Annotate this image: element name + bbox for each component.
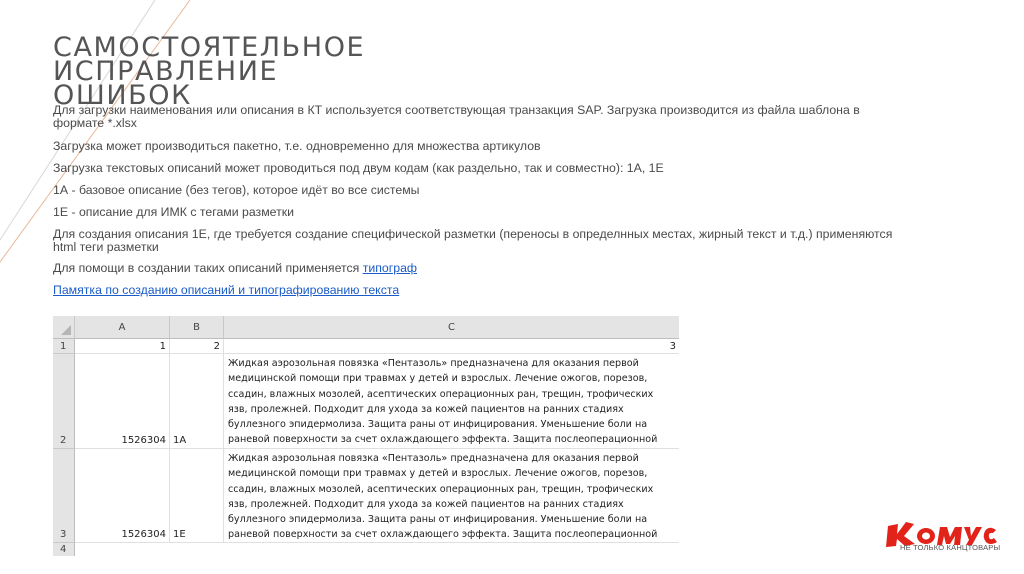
row-number: 4 [53,543,75,556]
paragraph: 1Е - описание для ИМК с тегами разметки [53,205,294,219]
title-line: ИСПРАВЛЕНИЕ [53,56,279,88]
cell-a2: 1526304 [75,354,170,449]
paragraph: Для создания описания 1Е, где требуется создание специфической разметки (переносы в определнных местах, жирный текст и т.д.) применяются html теги разметки [53,227,893,254]
row-number: 1 [53,339,75,354]
paragraph: Загрузка текстовых описаний может проводиться под двум кодам (как раздельно, так и совместно): 1А, 1Е [53,161,664,175]
cell-c2: Жидкая аэрозольная повязка «Пентазоль» предназначена для оказания первой медицинской помощи при травмах у детей и взрослых. Лечение ожогов, порезов, ссадин, влажных мозолей, асептических операционных ран, трещин, трофических язв, пролежней. Подходит для ухода за кожей пациентов на ранних стадиях буллезного эпидермолиза. Защита раны от инфицирования. Уменьшение боли на раневой поверхности за счет охлаждающего эффекта. Защита послеоперационной [224,354,679,449]
cell-b1: 2 [170,339,224,354]
help-paragraph [53,262,913,275]
row-number: 2 [53,354,75,449]
column-header-c: C [224,316,679,339]
title-line: ОШИБОК [53,80,192,112]
cell-b3: 1E [170,449,224,543]
select-all-corner [53,316,75,339]
column-header-a: A [75,316,170,339]
page-title [53,32,473,112]
help-text: Для помощи в создании таких описаний применяется [53,261,363,275]
paragraph: Для загрузки наименования или описания в КТ используется соответствующая транзакция SAP. Загрузка производится из файла шаблона в формате *.xlsx [53,103,860,130]
cell-b2: 1A [170,354,224,449]
logo-tagline: НЕ ТОЛЬКО КАНЦТОВАРЫ [900,543,1001,552]
memo-link[interactable]: Памятка по созданию описаний и типографированию текста [53,283,400,297]
column-header-b: B [170,316,224,339]
typograph-link[interactable]: типограф [362,261,418,275]
row-number: 3 [53,449,75,543]
title-line: САМОСТОЯТЕЛЬНОЕ [53,32,366,64]
cell-a1: 1 [75,339,170,354]
paragraph: 1А - базовое описание (без тегов), которое идёт во все системы [53,183,420,197]
paragraph: Загрузка может производиться пакетно, т.е. одновременно для множества артикулов [53,139,541,153]
spreadsheet-screenshot [53,316,679,556]
cell-a3: 1526304 [75,449,170,543]
cell-c3: Жидкая аэрозольная повязка «Пентазоль» предназначена для оказания первой медицинской помощи при травмах у детей и взрослых. Лечение ожогов, порезов, ссадин, влажных мозолей, асептических операционных ран, трещин, трофических язв, пролежней. Подходит для ухода за кожей пациентов на ранних стадиях буллезного эпидермолиза. Защита раны от инфицирования. Уменьшение боли на раневой поверхности за счет охлаждающего эффекта. Защита послеоперационной [224,449,679,543]
cell-c1: 3 [224,339,679,354]
